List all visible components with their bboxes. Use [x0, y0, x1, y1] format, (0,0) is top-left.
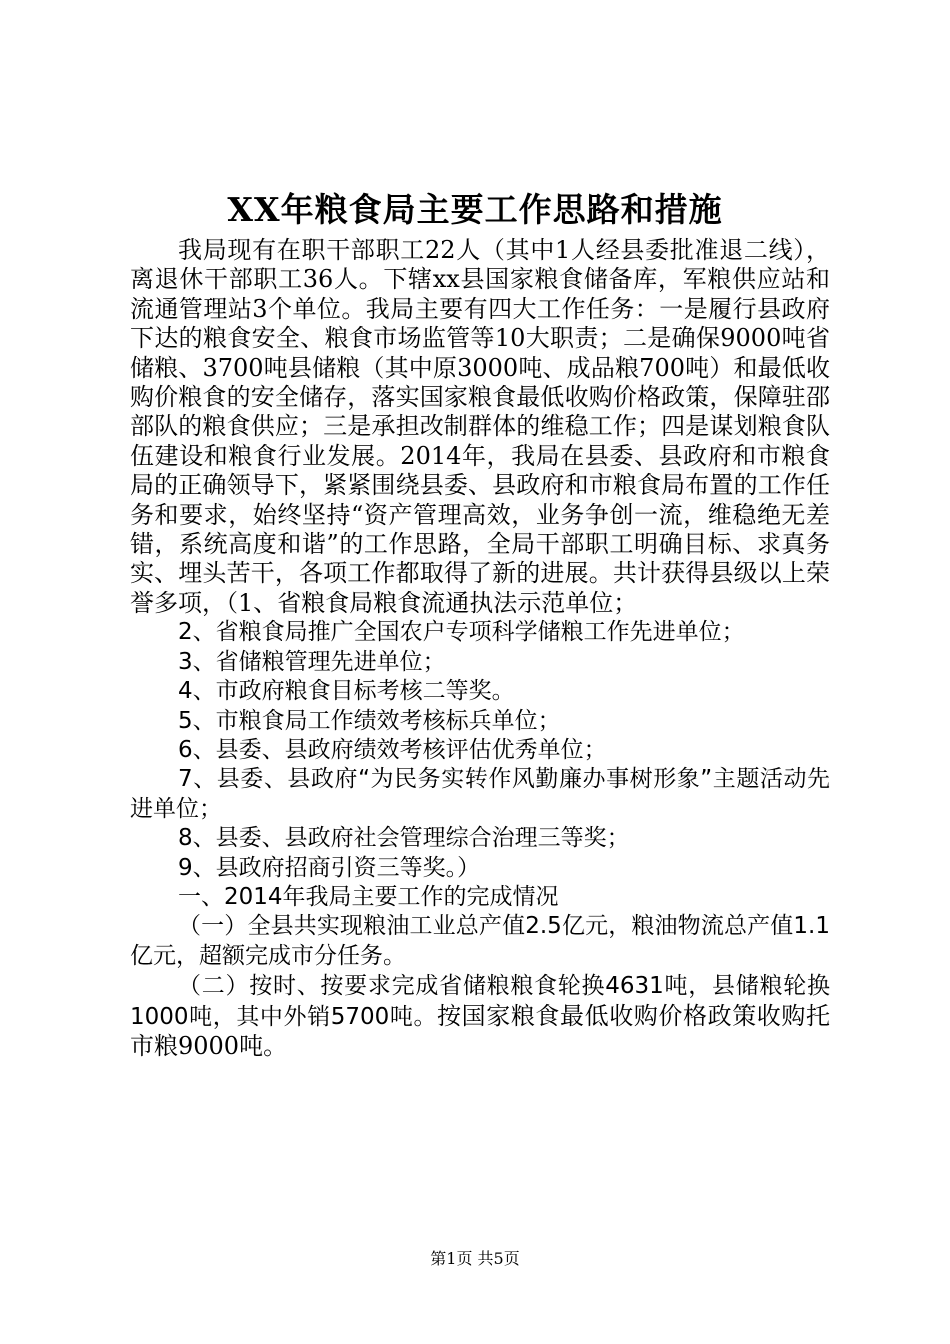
intro-paragraph: 我局现有在职干部职工22人（其中1人经县委批准退二线），离退休干部职工36人。下辖xx县国家粮食储备库，军粮供应站和流通管理站3个单位。我局主要有四大工作任务：一是履行县政府下达的粮食安全、粮食市场监管等10大职责；二是确保9000吨省储粮、3700吨县储粮（其中原3000吨、成品粮700吨）和最低收购价粮食的安全储存，落实国家粮食最低收购价格政策，保障驻邵部队的粮食供应；三是承担改制群体的维稳工作；四是谋划粮食队伍建设和粮食行业发展。2014年，我局在县委、县政府和市粮食局的正确领导下，紧紧围绕县委、县政府和市粮食局布置的工作任务和要求，始终坚持“资产管理高效，业务争创一流，维稳绝无差错，系统高度和谐”的工作思路，全局干部职工明确目标、求真务实、埋头苦干，各项工作都取得了新的进展。共计获得县级以上荣誉多项，（1、省粮食局粮食流通执法示范单位； — [130, 236, 830, 617]
work-item-1: （一）全县共实现粮油工业总产值2.5亿元，粮油物流总产值1.1亿元，超额完成市分任务。 — [130, 913, 830, 969]
honor-item: 3、省储粮管理先进单位； — [178, 648, 446, 675]
page-number: 第1页 共5页 — [430, 1249, 520, 1268]
section-heading: 一、2014年我局主要工作的完成情况 — [178, 883, 559, 910]
honor-item: 6、县委、县政府绩效考核评估优秀单位； — [178, 736, 607, 763]
honor-item: 9、县政府招商引资三等奖。） — [178, 854, 481, 881]
document-body — [130, 236, 830, 1061]
work-item-2-part-a: （二）按时、按要求完成省储粮粮食轮换4631吨，县储粮轮换1000吨，其中外销5700吨。 — [130, 973, 830, 1030]
honor-item: 5、市粮食局工作绩效考核标兵单位； — [178, 707, 561, 734]
document-title: XX年粮食局主要工作思路和措施 — [227, 190, 723, 229]
honor-item: 8、县委、县政府社会管理综合治理三等奖； — [178, 825, 630, 852]
honor-item: 7、县委、县政府“为民务实转作风勤廉办事树形象”主题活动先进单位； — [130, 766, 830, 822]
honor-item: 2、省粮食局推广全国农户专项科学储粮工作先进单位； — [178, 619, 745, 646]
work-item-2 — [130, 971, 830, 1061]
honor-item: 4、市政府粮食目标考核二等奖。 — [178, 678, 515, 705]
work-item-2-part-b: 按国家粮食最低收购价格政策收购托市粮9000吨。 — [130, 1001, 830, 1060]
